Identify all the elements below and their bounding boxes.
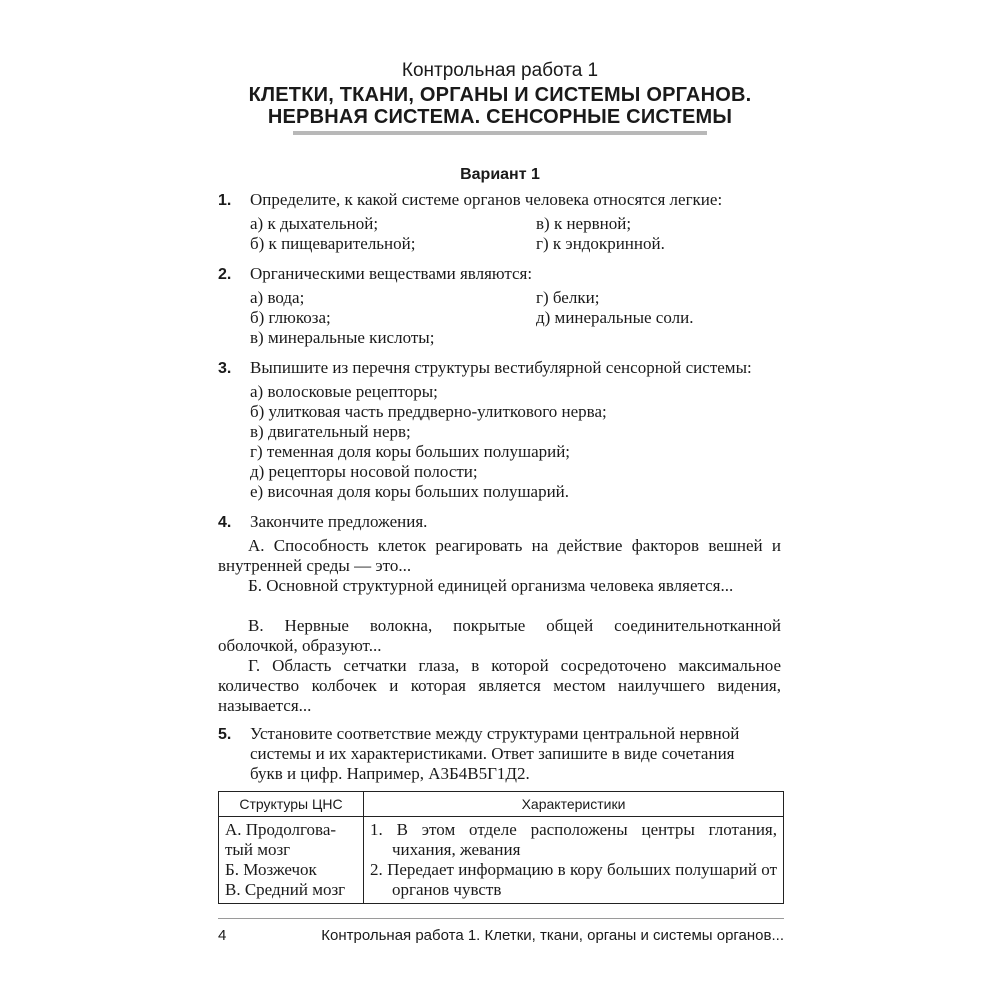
title-underline xyxy=(293,131,707,135)
question-1-option-c: в) к нервной; xyxy=(536,214,632,233)
question-4-item-b: Б. Основной структурной единицей организма человека является... xyxy=(248,576,734,595)
characteristics-cell xyxy=(364,817,784,904)
characteristics-column-header: Характеристики xyxy=(364,792,784,817)
question-3-number: 3. xyxy=(218,360,232,377)
question-2-number: 2. xyxy=(218,266,232,283)
question-3-option-d: г) теменная доля коры больших полушарий; xyxy=(250,442,571,461)
matching-table-header-row xyxy=(219,792,784,817)
question-2-option-e: д) минеральные соли. xyxy=(536,308,694,327)
structure-b: Б. Мозжечок xyxy=(225,860,317,879)
question-3-option-f: е) височная доля коры больших полушарий. xyxy=(250,482,570,501)
question-3-option-e: д) рецепторы носовой полости; xyxy=(250,462,478,481)
question-5-number: 5. xyxy=(218,726,232,743)
question-1-option-a: а) к дыхательной; xyxy=(250,214,379,233)
question-3-option-c: в) двигательный нерв; xyxy=(250,422,411,441)
question-4-number: 4. xyxy=(218,514,232,531)
test-title-line-1: КЛЕТКИ, ТКАНИ, ОРГАНЫ И СИСТЕМЫ ОРГАНОВ. xyxy=(248,84,752,106)
page-number: 4 xyxy=(218,927,227,944)
footer-divider xyxy=(218,918,784,919)
question-2-text: Органическими веществами являются: xyxy=(250,264,533,283)
test-title-line-2: НЕРВНАЯ СИСТЕМА. СЕНСОРНЫЕ СИСТЕМЫ xyxy=(267,106,733,128)
question-1-text: Определите, к какой системе органов человека относятся легкие: xyxy=(250,190,723,209)
structure-c: В. Средний мозг xyxy=(225,880,346,899)
running-title: Контрольная работа 1. Клетки, ткани, органы и системы органов... xyxy=(321,927,784,944)
question-2-option-a: а) вода; xyxy=(250,288,305,307)
question-1-option-b: б) к пищеварительной; xyxy=(250,234,416,253)
question-5-text-line-3: букв и цифр. Например, А3Б4В5Г1Д2. xyxy=(250,764,530,783)
question-5-text-line-2: системы и их характеристиками. Ответ запишите в виде сочетания xyxy=(250,744,735,763)
question-4-item-c: В. Нервные волокна, покрытые общей соединительнотканной оболочкой, образуют... xyxy=(218,616,781,655)
question-3-option-a: а) волосковые рецепторы; xyxy=(250,382,438,401)
question-2-option-b: б) глюкоза; xyxy=(250,308,331,327)
variant-heading: Вариант 1 xyxy=(460,166,540,183)
question-1-number: 1. xyxy=(218,192,232,209)
characteristic-2: 2. Передает информацию в кору больших полушарий от органов чувств xyxy=(370,860,777,899)
question-1-option-d: г) к эндокринной. xyxy=(536,234,665,253)
matching-table-row xyxy=(219,817,784,904)
question-4-text: Закончите предложения. xyxy=(250,512,428,531)
question-3-text: Выпишите из перечня структуры вестибулярной сенсорной системы: xyxy=(250,358,752,377)
question-2-option-d: г) белки; xyxy=(536,288,600,307)
matching-table xyxy=(218,791,784,904)
question-5-text-line-1: Установите соответствие между структурами центральной нервной xyxy=(250,724,740,743)
structure-a-line-2: тый мозг xyxy=(225,840,291,859)
question-4-item-a: А. Способность клеток реагировать на действие факторов вешней и внутренней среды — это... xyxy=(218,536,781,575)
structure-a-line-1: А. Продолгова- xyxy=(225,820,337,839)
test-subtitle: Контрольная работа 1 xyxy=(401,60,599,81)
question-3-option-b: б) улитковая часть преддверно-улиткового нерва; xyxy=(250,402,607,421)
structures-cell xyxy=(219,817,364,904)
characteristic-1: 1. В этом отделе расположены центры глотания, чихания, жевания xyxy=(370,820,777,859)
question-2-option-c: в) минеральные кислоты; xyxy=(250,328,435,347)
question-4-item-d: Г. Область сетчатки глаза, в которой сосредоточено максимальное количество колбочек и которая является местом наилучшего видения, называется... xyxy=(218,656,781,715)
structures-column-header: Структуры ЦНС xyxy=(219,792,364,817)
